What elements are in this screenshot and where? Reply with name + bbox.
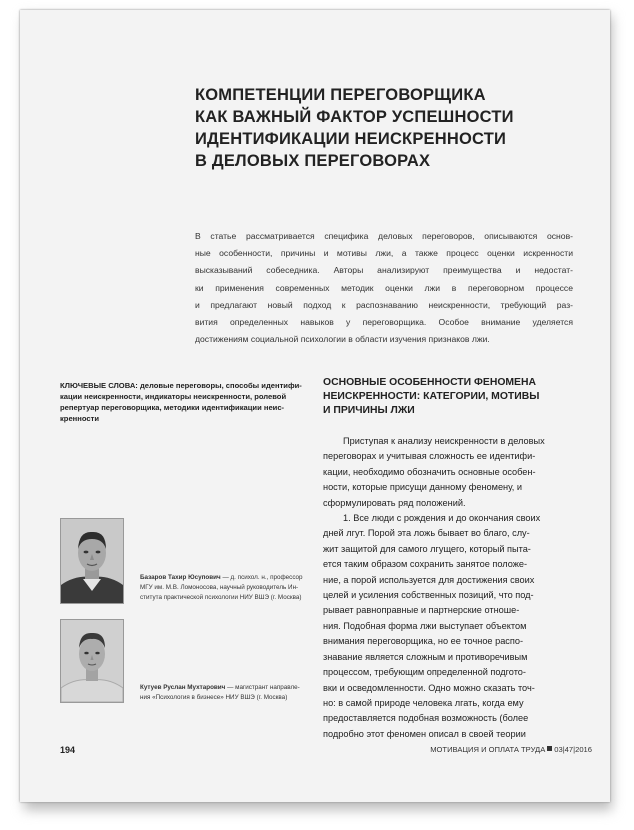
abstract-line: достижениям социальной психологии в области изучения признаков лжи. bbox=[195, 334, 490, 345]
keywords-label: КЛЮЧЕВЫЕ СЛОВА: bbox=[60, 381, 138, 390]
keywords-line: репертуар переговорщика, методики идентификации неис- bbox=[60, 403, 285, 412]
body-line: дней лгут. Порой эта ложь бывает во благо, слу- bbox=[323, 528, 530, 539]
body-line: но: в самой природе человека лгать, когда ему bbox=[323, 697, 524, 708]
page-number: 194 bbox=[60, 745, 76, 755]
author-bio-bazarov bbox=[140, 573, 310, 603]
body-line: Приступая к анализу неискренности в деловых bbox=[343, 436, 545, 446]
author-bio-line: ститута практической психологии НИУ ВШЭ (г. Москва) bbox=[140, 594, 302, 601]
keywords-line: деловые переговоры, способы идентифи- bbox=[139, 381, 302, 390]
author-name: Кутуев Руслан Мухтарович bbox=[140, 684, 226, 691]
author-bio-line: — магистрант направле- bbox=[227, 684, 300, 691]
abstract-line: ки применения современных методик оценки лжи в переговорном процессе bbox=[195, 282, 573, 293]
title-line: В ДЕЛОВЫХ ПЕРЕГОВОРАХ bbox=[195, 152, 431, 170]
portrait-illustration bbox=[61, 519, 123, 603]
abstract-line: и предлагают новый подход к распознаванию неискренности, требующий раз- bbox=[195, 299, 573, 310]
body-line: подробно этот феномен описал в своей теории bbox=[323, 728, 526, 739]
author-name: Базаров Тахир Юсупович bbox=[140, 574, 221, 581]
abstract-line: В статье рассматривается специфика деловых переговоров, описываются основ- bbox=[195, 231, 573, 241]
square-bullet-icon bbox=[547, 746, 552, 751]
author-bio-line: ния «Психология в бизнесе» НИУ ВШЭ (г. Москва) bbox=[140, 694, 288, 701]
body-line: предоставляется подобная возможность (более bbox=[323, 713, 529, 724]
body-line: жит защитой для самого лгущего, который пыта- bbox=[323, 543, 531, 554]
journal-name: МОТИВАЦИЯ И ОПЛАТА ТРУДА bbox=[430, 745, 546, 754]
title-line: КОМПЕТЕНЦИИ ПЕРЕГОВОРЩИКА bbox=[195, 86, 486, 104]
body-line: кации, необходимо обозначить основные особен- bbox=[323, 466, 536, 477]
article-abstract bbox=[195, 228, 573, 348]
body-line: целей и усиления собственных позиций, что под- bbox=[323, 590, 534, 601]
body-line: знавание является сложным и противоречивым bbox=[323, 651, 528, 662]
body-line: сформулировать ряд положений. bbox=[323, 497, 466, 508]
abstract-line: вития определенных навыков у переговорщика. Особое внимание уделяется bbox=[195, 317, 573, 328]
body-line: ности, которые присущи данному феномену, и bbox=[323, 482, 523, 493]
author-photo-bazarov bbox=[60, 518, 124, 604]
keywords-line: кации неискренности, индикаторы неискренности, ролевой bbox=[60, 392, 287, 401]
author-bio-line: — д. психол. н., профессор bbox=[222, 574, 303, 581]
abstract-line: ные особенности, причины и мотивы лжи, а также процесс оценки искренности bbox=[195, 248, 573, 259]
section-heading-line: И ПРИЧИНЫ ЛЖИ bbox=[323, 405, 415, 416]
keywords-block bbox=[60, 380, 302, 424]
section-heading-line: ОСНОВНЫЕ ОСОБЕННОСТИ ФЕНОМЕНА bbox=[323, 377, 536, 388]
body-line: внимания переговорщика, но ее точное распо- bbox=[323, 636, 524, 647]
body-line: процессом, требующим определенной подгото- bbox=[323, 667, 526, 678]
body-line: рывает равноправные и партнерские отноше- bbox=[323, 605, 520, 616]
body-line: 1. Все люди с рождения и до окончания своих bbox=[343, 513, 541, 524]
body-line: вки и осведомленности. Одно можно сказать точ- bbox=[323, 682, 535, 693]
body-line: переговорах и учитывая сложность ее идентифи- bbox=[323, 451, 536, 462]
journal-issue: 03|47|2016 bbox=[554, 745, 592, 754]
portrait-illustration bbox=[61, 620, 123, 702]
abstract-line: высказываний собеседника. Авторы анализируют преимущества и недостат- bbox=[195, 265, 573, 276]
body-line: ется таким образом сохранить занятое положе- bbox=[323, 559, 528, 570]
article-title bbox=[195, 84, 525, 172]
section-heading bbox=[323, 376, 583, 418]
author-photo-kutuev bbox=[60, 619, 124, 703]
title-line: КАК ВАЖНЫЙ ФАКТОР УСПЕШНОСТИ bbox=[195, 108, 514, 126]
section-heading-line: НЕИСКРЕННОСТИ: КАТЕГОРИИ, МОТИВЫ bbox=[323, 391, 540, 402]
body-line: ния. Подобная форма лжи выступает объектом bbox=[323, 620, 527, 631]
section-body bbox=[323, 434, 585, 742]
body-line: ние, а порой используется для достижения своих bbox=[323, 574, 535, 585]
title-line: ИДЕНТИФИКАЦИИ НЕИСКРЕННОСТИ bbox=[195, 130, 507, 148]
author-bio-kutuev bbox=[140, 683, 310, 703]
journal-footer bbox=[430, 745, 592, 754]
keywords-line: кренности bbox=[60, 414, 99, 423]
author-bio-line: МГУ им. М.В. Ломоносова, научный руководитель Ин- bbox=[140, 584, 299, 591]
